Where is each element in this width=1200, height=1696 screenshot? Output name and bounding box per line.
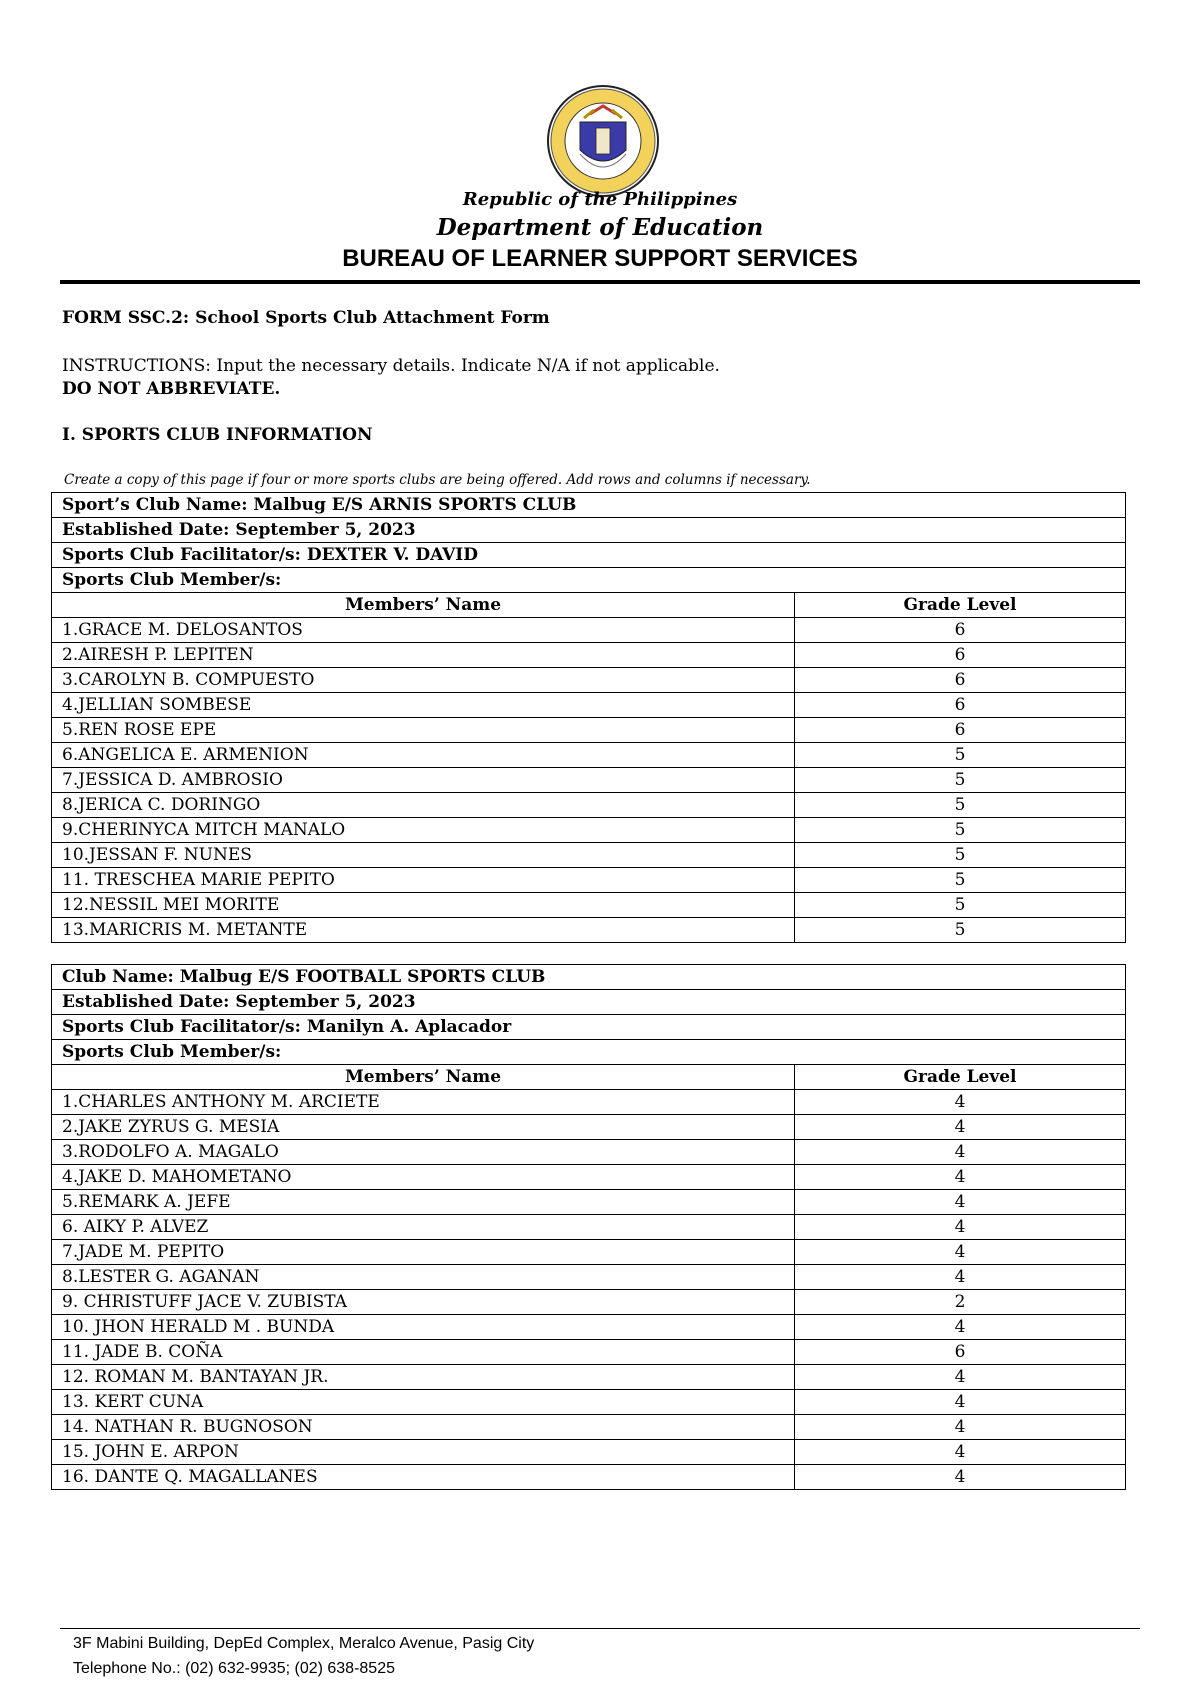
member-grade: 6 bbox=[795, 643, 1126, 668]
member-name: 4.JAKE D. MAHOMETANO bbox=[52, 1165, 795, 1190]
member-name: 5.REN ROSE EPE bbox=[52, 718, 795, 743]
footer-telephone: Telephone No.: (02) 632-9935; (02) 638-8525 bbox=[73, 1660, 395, 1677]
member-name: 12. ROMAN M. BANTAYAN JR. bbox=[52, 1365, 795, 1390]
member-name: 7.JADE M. PEPITO bbox=[52, 1240, 795, 1265]
member-name: 6.ANGELICA E. ARMENION bbox=[52, 743, 795, 768]
members-label: Sports Club Member/s: bbox=[52, 1040, 1126, 1065]
table-row bbox=[52, 893, 1126, 918]
club-facilitator: Sports Club Facilitator/s: Manilyn A. Aplacador bbox=[52, 1015, 1126, 1040]
bureau-heading: BUREAU OF LEARNER SUPPORT SERVICES bbox=[342, 245, 858, 272]
table-row bbox=[52, 643, 1126, 668]
table-row bbox=[52, 1365, 1126, 1390]
member-grade: 4 bbox=[795, 1090, 1126, 1115]
club-name: Club Name: Malbug E/S FOOTBALL SPORTS CLUB bbox=[52, 965, 1126, 990]
member-name: 2.AIRESH P. LEPITEN bbox=[52, 643, 795, 668]
table-row bbox=[52, 693, 1126, 718]
member-grade: 4 bbox=[795, 1165, 1126, 1190]
table-row bbox=[52, 1090, 1126, 1115]
table-row bbox=[52, 768, 1126, 793]
members-name-header: Members’ Name bbox=[52, 593, 795, 618]
member-name: 5.REMARK A. JEFE bbox=[52, 1190, 795, 1215]
table-row bbox=[52, 668, 1126, 693]
footer-divider bbox=[60, 1628, 1140, 1629]
member-grade: 4 bbox=[795, 1365, 1126, 1390]
established-date: Established Date: September 5, 2023 bbox=[52, 990, 1126, 1015]
table-row bbox=[52, 868, 1126, 893]
table-row bbox=[52, 843, 1126, 868]
member-grade: 5 bbox=[795, 843, 1126, 868]
member-grade: 5 bbox=[795, 793, 1126, 818]
table-row bbox=[52, 818, 1126, 843]
member-name: 3.CAROLYN B. COMPUESTO bbox=[52, 668, 795, 693]
football-club-table bbox=[51, 964, 1126, 1490]
member-grade: 2 bbox=[795, 1290, 1126, 1315]
table-row bbox=[52, 618, 1126, 643]
established-date: Established Date: September 5, 2023 bbox=[52, 518, 1126, 543]
member-grade: 4 bbox=[795, 1190, 1126, 1215]
table-row bbox=[52, 1240, 1126, 1265]
club-name: Sport’s Club Name: Malbug E/S ARNIS SPORTS CLUB bbox=[52, 493, 1126, 518]
member-name: 8.JERICA C. DORINGO bbox=[52, 793, 795, 818]
table-row bbox=[52, 1140, 1126, 1165]
form-title: FORM SSC.2: School Sports Club Attachment Form bbox=[62, 308, 550, 328]
grade-level-header: Grade Level bbox=[795, 1065, 1126, 1090]
member-name: 1.GRACE M. DELOSANTOS bbox=[52, 618, 795, 643]
member-name: 1.CHARLES ANTHONY M. ARCIETE bbox=[52, 1090, 795, 1115]
member-name: 6. AIKY P. ALVEZ bbox=[52, 1215, 795, 1240]
member-grade: 4 bbox=[795, 1115, 1126, 1140]
member-grade: 6 bbox=[795, 718, 1126, 743]
member-grade: 4 bbox=[795, 1315, 1126, 1340]
member-grade: 4 bbox=[795, 1265, 1126, 1290]
footer-address: 3F Mabini Building, DepEd Complex, Meralco Avenue, Pasig City bbox=[73, 1635, 535, 1652]
member-rows bbox=[52, 1090, 1126, 1490]
member-grade: 5 bbox=[795, 743, 1126, 768]
member-name: 16. DANTE Q. MAGALLANES bbox=[52, 1465, 795, 1490]
member-name: 10. JHON HERALD M . BUNDA bbox=[52, 1315, 795, 1340]
member-name: 7.JESSICA D. AMBROSIO bbox=[52, 768, 795, 793]
table-row bbox=[52, 1115, 1126, 1140]
member-name: 11. JADE B. COÑA bbox=[52, 1340, 795, 1365]
arnis-club-table bbox=[51, 492, 1126, 943]
member-grade: 5 bbox=[795, 918, 1126, 943]
table-row bbox=[52, 743, 1126, 768]
table-row bbox=[52, 1465, 1126, 1490]
member-name: 2.JAKE ZYRUS G. MESIA bbox=[52, 1115, 795, 1140]
club-facilitator: Sports Club Facilitator/s: DEXTER V. DAVID bbox=[52, 543, 1126, 568]
instruction-note: Create a copy of this page if four or more sports clubs are being offered. Add rows and columns if necessary. bbox=[64, 472, 811, 488]
deped-seal-logo bbox=[546, 84, 660, 198]
member-grade: 4 bbox=[795, 1240, 1126, 1265]
member-name: 9.CHERINYCA MITCH MANALO bbox=[52, 818, 795, 843]
section-heading: I. SPORTS CLUB INFORMATION bbox=[62, 425, 373, 445]
member-name: 12.NESSIL MEI MORITE bbox=[52, 893, 795, 918]
table-row bbox=[52, 1315, 1126, 1340]
member-grade: 6 bbox=[795, 693, 1126, 718]
table-row bbox=[52, 1265, 1126, 1290]
member-name: 9. CHRISTUFF JACE V. ZUBISTA bbox=[52, 1290, 795, 1315]
instructions-text: INSTRUCTIONS: Input the necessary details. Indicate N/A if not applicable. bbox=[62, 356, 720, 376]
member-grade: 4 bbox=[795, 1465, 1126, 1490]
member-grade: 4 bbox=[795, 1390, 1126, 1415]
table-row bbox=[52, 1415, 1126, 1440]
member-name: 10.JESSAN F. NUNES bbox=[52, 843, 795, 868]
member-name: 13.MARICRIS M. METANTE bbox=[52, 918, 795, 943]
table-row bbox=[52, 918, 1126, 943]
member-grade: 6 bbox=[795, 668, 1126, 693]
department-heading: Department of Education bbox=[436, 214, 764, 241]
table-row bbox=[52, 1390, 1126, 1415]
table-row bbox=[52, 1290, 1126, 1315]
table-row bbox=[52, 1340, 1126, 1365]
table-row bbox=[52, 1165, 1126, 1190]
members-name-header: Members’ Name bbox=[52, 1065, 795, 1090]
header-divider bbox=[60, 280, 1140, 284]
grade-level-header: Grade Level bbox=[795, 593, 1126, 618]
member-grade: 4 bbox=[795, 1215, 1126, 1240]
member-grade: 5 bbox=[795, 868, 1126, 893]
member-name: 8.LESTER G. AGANAN bbox=[52, 1265, 795, 1290]
member-name: 4.JELLIAN SOMBESE bbox=[52, 693, 795, 718]
member-grade: 5 bbox=[795, 768, 1126, 793]
member-grade: 5 bbox=[795, 893, 1126, 918]
member-name: 13. KERT CUNA bbox=[52, 1390, 795, 1415]
member-name: 3.RODOLFO A. MAGALO bbox=[52, 1140, 795, 1165]
member-grade: 6 bbox=[795, 1340, 1126, 1365]
member-grade: 4 bbox=[795, 1440, 1126, 1465]
members-label: Sports Club Member/s: bbox=[52, 568, 1126, 593]
table-row bbox=[52, 1215, 1126, 1240]
table-row bbox=[52, 1190, 1126, 1215]
member-grade: 4 bbox=[795, 1140, 1126, 1165]
member-name: 15. JOHN E. ARPON bbox=[52, 1440, 795, 1465]
member-name: 11. TRESCHEA MARIE PEPITO bbox=[52, 868, 795, 893]
member-grade: 4 bbox=[795, 1415, 1126, 1440]
member-grade: 6 bbox=[795, 618, 1126, 643]
table-row bbox=[52, 793, 1126, 818]
warning-text: DO NOT ABBREVIATE. bbox=[62, 379, 281, 399]
table-row bbox=[52, 718, 1126, 743]
member-rows bbox=[52, 618, 1126, 943]
table-row bbox=[52, 1440, 1126, 1465]
member-grade: 5 bbox=[795, 818, 1126, 843]
member-name: 14. NATHAN R. BUGNOSON bbox=[52, 1415, 795, 1440]
republic-heading: Republic of the Philippines bbox=[462, 189, 738, 210]
